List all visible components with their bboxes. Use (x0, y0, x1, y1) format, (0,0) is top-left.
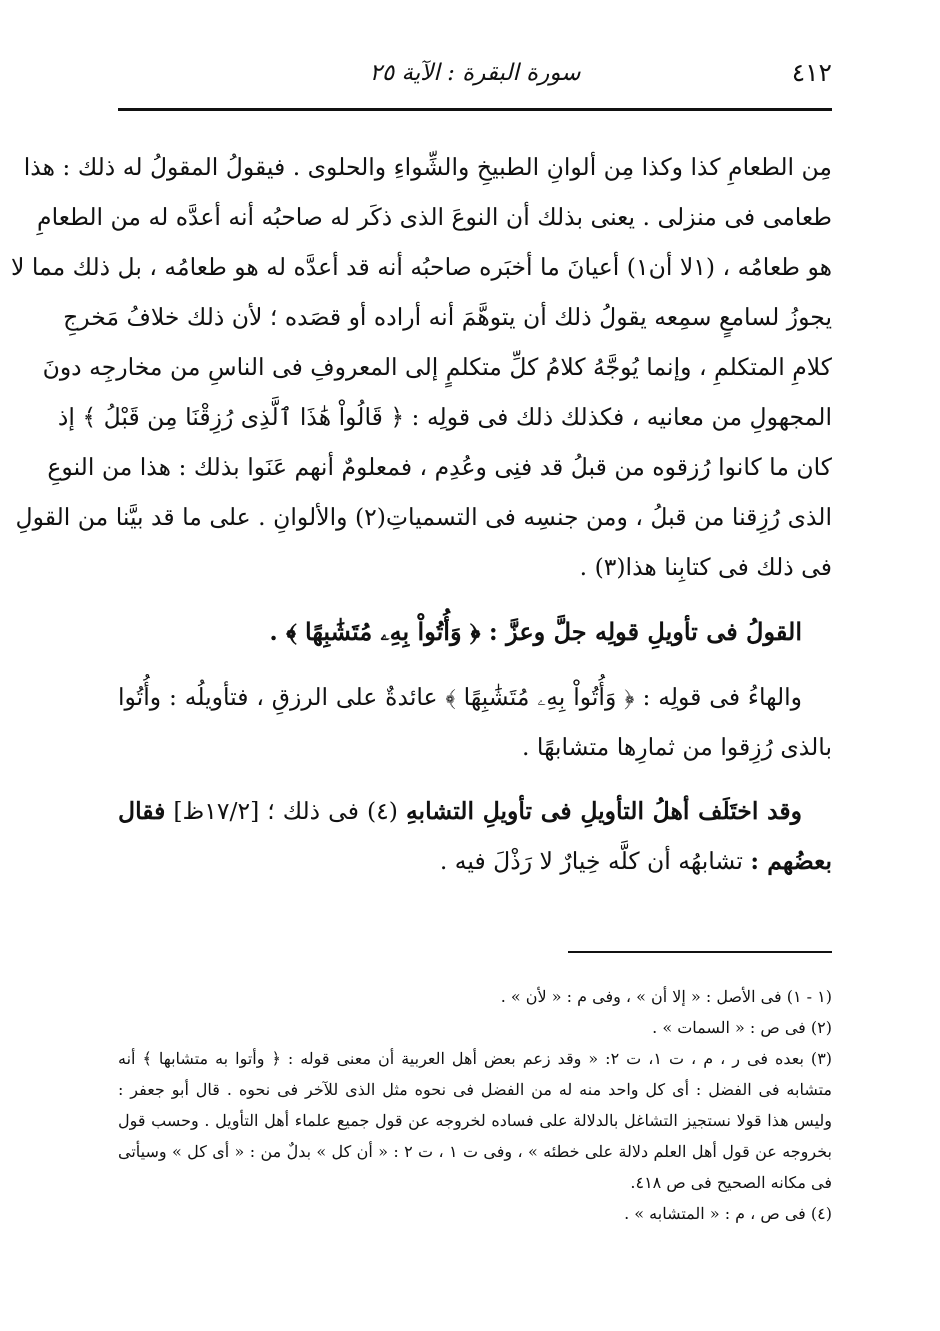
spacer (118, 658, 832, 672)
text-line: يجوزُ لسامعٍ سمِعه يقولُ ذلك أن يتوهَّمَ أنه أراده أو قصَده ؛ لأن ذلك خلافُ مَخرجِ (63, 303, 832, 331)
footnote-line: (٢) فى ص : « السمات » . (652, 1018, 832, 1037)
header-rule (118, 108, 832, 111)
spacer (118, 772, 832, 786)
text-line: بالذى رُزِقوا من ثمارِها متشابهًا . (521, 733, 832, 761)
section-heading: القولُ فى تأويلِ قولِه جلَّ وعزَّ : ﴿ وَأُتُواْ بِهِۦ مُتَشَٰبِهًا ﴾ . (269, 617, 802, 646)
footnote-line: (٤) فى ص ، م : « المتشابه » . (624, 1204, 832, 1223)
text-line: طعامى فى منزلى . يعنى بذلك أن النوعَ الذى ذكَر له صاحبُه أنه أعدَّه له من الطعامِ (37, 203, 832, 231)
footnote-rule (568, 951, 832, 953)
footnote-line: وليس هذا قولا نستجيز التشاغل بالدلالة على فساده لخروجه عن قول جميع علماء أهل التأويل . وحسب قول (118, 1111, 832, 1130)
footnote-line: (١ - ١) فى الأصل : « إلا أن » ، وفى م : « لأن » . (500, 987, 832, 1006)
spacer (118, 592, 832, 606)
footnote-line: بخروجه عن قول أهل العلم دلالة على خطئه » ، وفى ت ١ ، ت ٢ : « أن كل » بدلٌ من : « أى كل » وسيأتى (118, 1142, 832, 1161)
page-number: ٤١٢ (791, 58, 832, 87)
running-header (118, 58, 832, 98)
inline-text: تشابهُه أن كلَّه خِيارٌ لا رَذْلَ فيه . (439, 847, 743, 875)
running-title: سورة البقرة : الآية ٢٥ (369, 60, 581, 86)
text-line: كان ما كانوا رُزقوه من قبلُ قد فنِى وعُدِم ، فمعلومٌ أنهم عَنَوا بذلك : هذا من النوعِ (47, 453, 832, 481)
text-line: مِن الطعامِ كذا وكذا مِن ألوانِ الطبيخِ والشِّواءِ والحلوى . فيقولُ المقولُ له ذلك : هذا (23, 153, 832, 181)
inline-text: (٤) فى ذلك ؛ [١٧/٢ظ] (173, 797, 398, 825)
main-text (10, 142, 832, 886)
text-line: كلامِ المتكلمِ ، وإنما يُوجَّهُ كلامُ كلِّ متكلمٍ إلى المعروفِ فى الناسِ من مخارجِه دونَ (42, 353, 832, 381)
text-line: فى ذلك فى كتابِنا هذا(٣) . (579, 553, 832, 581)
bold-phrase: بعضُهم : (750, 847, 832, 875)
text-line: المجهولِ من معانيه ، فكذلك ذلك فى قولِه : ﴿ قَالُواْ هَٰذَا ٱلَّذِى رُزِقْنَا مِن قَبْلُ ﴾ إذ (57, 403, 832, 431)
text-line (118, 786, 832, 836)
text-line: هو طعامُه ، (١لا أن١) أعيانَ ما أخبَره صاحبُه أنه قد أعدَّه له هو طعامُه ، بل ذلك مما لا (10, 253, 832, 281)
footnote-line: فى مكانه الصحيح فى ص ٤١٨. (630, 1173, 832, 1192)
footnote-line: (٣) بعده فى ر ، م ، ت ١، ت ٢: « وقد زعم بعض أهل العربية أن معنى قوله : ﴿ وأتوا به متشابها ﴾ أنه (118, 1049, 833, 1068)
text-line (118, 836, 832, 886)
footnote-line: متشابه فى الفضل : أى كل واحد منه له من الفضل فى نحوه مثل الذى للآخر فى نحوه . قال أبو جعفر : (118, 1080, 832, 1099)
text-line: الذى رُزِقنا من قبلُ ، ومن جنسِه فى التسمياتِ(٢) والألوانِ . على ما قد بيَّنا من القولِ (15, 503, 832, 531)
bold-phrase: وقد اختَلَف أهلُ التأويلِ فى تأويلِ التشابهِ (405, 797, 802, 825)
footnotes (118, 981, 832, 1229)
bold-phrase: فقال (118, 797, 166, 825)
text-line: والهاءُ فى قولِه : ﴿ وَأُتُواْ بِهِۦ مُتَشَٰبِهًا ﴾ عائدةٌ على الرزقِ ، فتأويلُه : وأُتُوا (118, 683, 802, 711)
